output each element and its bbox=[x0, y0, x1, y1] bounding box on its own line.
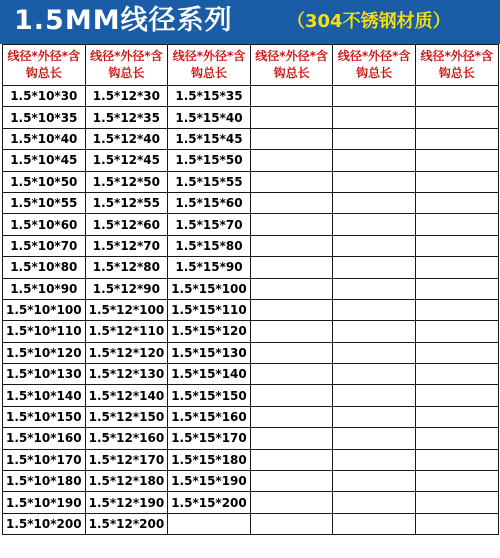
table-cell bbox=[415, 321, 498, 342]
table-cell bbox=[415, 171, 498, 192]
table-cell bbox=[415, 385, 498, 406]
table-cell bbox=[333, 513, 416, 534]
table-cell bbox=[333, 492, 416, 513]
table-row bbox=[3, 235, 499, 256]
table-cell: 1.5*10*110 bbox=[3, 321, 86, 342]
table-cell bbox=[415, 235, 498, 256]
table-cell: 1.5*12*160 bbox=[85, 428, 168, 449]
table-cell: 1.5*10*60 bbox=[3, 214, 86, 235]
table-cell bbox=[250, 278, 333, 299]
table-cell: 1.5*15*70 bbox=[168, 214, 251, 235]
material-subtitle: （304不锈钢材质） bbox=[287, 11, 451, 32]
table-cell bbox=[250, 128, 333, 149]
table-row bbox=[3, 86, 499, 107]
table-row bbox=[3, 278, 499, 299]
table-cell: 1.5*12*110 bbox=[85, 321, 168, 342]
column-header-line2: 钩总长 bbox=[438, 66, 475, 80]
table-row bbox=[3, 107, 499, 128]
table-body bbox=[3, 86, 499, 535]
table-cell bbox=[250, 86, 333, 107]
table-cell: 1.5*12*190 bbox=[85, 492, 168, 513]
table-cell bbox=[250, 171, 333, 192]
table-cell bbox=[415, 406, 498, 427]
table-cell bbox=[415, 86, 498, 107]
table-cell: 1.5*15*140 bbox=[168, 364, 251, 385]
table-cell: 1.5*15*160 bbox=[168, 406, 251, 427]
table-row bbox=[3, 321, 499, 342]
table-cell bbox=[333, 86, 416, 107]
table-cell: 1.5*12*130 bbox=[85, 364, 168, 385]
table-cell: 1.5*15*110 bbox=[168, 299, 251, 320]
table-cell bbox=[333, 150, 416, 171]
column-header-line1: 线径*外径*含 bbox=[255, 49, 328, 63]
table-cell: 1.5*15*200 bbox=[168, 492, 251, 513]
column-header-line1: 线径*外径*含 bbox=[420, 49, 494, 63]
table-cell bbox=[250, 449, 333, 470]
table-cell: 1.5*15*40 bbox=[168, 107, 251, 128]
table-cell bbox=[415, 107, 498, 128]
table-cell: 1.5*10*140 bbox=[3, 385, 86, 406]
table-cell: 1.5*15*90 bbox=[168, 257, 251, 278]
table-cell: 1.5*12*180 bbox=[85, 471, 168, 492]
table-cell: 1.5*15*50 bbox=[168, 150, 251, 171]
table-row bbox=[3, 128, 499, 149]
table-cell bbox=[415, 364, 498, 385]
table-row bbox=[3, 428, 499, 449]
table-cell bbox=[333, 471, 416, 492]
table-cell bbox=[250, 406, 333, 427]
column-header-line2: 钩总长 bbox=[273, 66, 310, 80]
column-header-line2: 钩总长 bbox=[190, 66, 227, 80]
table-cell: 1.5*12*60 bbox=[85, 214, 168, 235]
table-cell: 1.5*10*190 bbox=[3, 492, 86, 513]
table-cell bbox=[333, 406, 416, 427]
table-cell: 1.5*10*30 bbox=[3, 86, 86, 107]
table-row bbox=[3, 192, 499, 213]
table-cell: 1.5*10*100 bbox=[3, 299, 86, 320]
table-cell: 1.5*12*50 bbox=[85, 171, 168, 192]
table-row bbox=[3, 364, 499, 385]
column-header-line2: 钩总长 bbox=[25, 66, 62, 80]
table-cell bbox=[415, 150, 498, 171]
table-cell: 1.5*12*200 bbox=[85, 513, 168, 534]
table-row bbox=[3, 406, 499, 427]
table-cell bbox=[333, 428, 416, 449]
table-row bbox=[3, 385, 499, 406]
table-cell: 1.5*12*90 bbox=[85, 278, 168, 299]
spec-table bbox=[2, 44, 499, 535]
table-row bbox=[3, 513, 499, 534]
table-row bbox=[3, 214, 499, 235]
table-cell bbox=[333, 364, 416, 385]
table-cell bbox=[333, 342, 416, 363]
table-cell: 1.5*12*30 bbox=[85, 86, 168, 107]
table-row bbox=[3, 150, 499, 171]
table-cell: 1.5*12*35 bbox=[85, 107, 168, 128]
table-cell: 1.5*15*60 bbox=[168, 192, 251, 213]
table-cell: 1.5*15*150 bbox=[168, 385, 251, 406]
table-cell bbox=[250, 385, 333, 406]
table-cell: 1.5*12*150 bbox=[85, 406, 168, 427]
table-cell bbox=[415, 449, 498, 470]
table-cell: 1.5*10*120 bbox=[3, 342, 86, 363]
table-row bbox=[3, 171, 499, 192]
column-header-line1: 线径*外径*含 bbox=[172, 49, 246, 63]
table-cell: 1.5*15*55 bbox=[168, 171, 251, 192]
table-cell bbox=[333, 128, 416, 149]
table-cell bbox=[250, 513, 333, 534]
table-cell: 1.5*15*190 bbox=[168, 471, 251, 492]
table-cell bbox=[415, 192, 498, 213]
table-cell bbox=[250, 299, 333, 320]
column-header-line1: 线径*外径*含 bbox=[337, 49, 411, 63]
column-header bbox=[168, 45, 251, 86]
table-cell bbox=[250, 257, 333, 278]
table-cell: 1.5*12*70 bbox=[85, 235, 168, 256]
table-cell: 1.5*12*40 bbox=[85, 128, 168, 149]
column-header-line2: 钩总长 bbox=[108, 66, 145, 80]
table-cell bbox=[333, 321, 416, 342]
table-cell: 1.5*10*160 bbox=[3, 428, 86, 449]
table-cell: 1.5*10*200 bbox=[3, 513, 86, 534]
table-cell: 1.5*10*40 bbox=[3, 128, 86, 149]
column-header-line1: 线径*外径*含 bbox=[7, 49, 81, 63]
table-cell bbox=[415, 278, 498, 299]
table-cell bbox=[333, 299, 416, 320]
table-cell bbox=[415, 214, 498, 235]
table-cell bbox=[333, 257, 416, 278]
table-cell: 1.5*12*170 bbox=[85, 449, 168, 470]
table-cell: 1.5*12*140 bbox=[85, 385, 168, 406]
table-cell bbox=[415, 257, 498, 278]
table-cell: 1.5*12*45 bbox=[85, 150, 168, 171]
table-cell bbox=[415, 299, 498, 320]
table-cell: 1.5*10*180 bbox=[3, 471, 86, 492]
table-cell: 1.5*10*170 bbox=[3, 449, 86, 470]
table-cell: 1.5*15*170 bbox=[168, 428, 251, 449]
table-cell bbox=[250, 150, 333, 171]
table-row bbox=[3, 471, 499, 492]
column-header bbox=[250, 45, 333, 86]
table-row bbox=[3, 299, 499, 320]
table-cell bbox=[250, 235, 333, 256]
table-row bbox=[3, 342, 499, 363]
table-cell bbox=[250, 192, 333, 213]
column-header-line1: 线径*外径*含 bbox=[90, 49, 163, 63]
table-cell bbox=[333, 107, 416, 128]
table-cell bbox=[250, 492, 333, 513]
table-cell: 1.5*15*45 bbox=[168, 128, 251, 149]
table-cell bbox=[333, 449, 416, 470]
table-cell: 1.5*12*120 bbox=[85, 342, 168, 363]
header-row bbox=[3, 45, 499, 86]
table-cell bbox=[250, 214, 333, 235]
table-cell bbox=[250, 107, 333, 128]
table-cell: 1.5*10*80 bbox=[3, 257, 86, 278]
table-cell bbox=[333, 192, 416, 213]
table-cell: 1.5*10*150 bbox=[3, 406, 86, 427]
table-cell bbox=[333, 385, 416, 406]
table-cell: 1.5*10*50 bbox=[3, 171, 86, 192]
page-title: 1.5MM线径系列 bbox=[14, 5, 233, 36]
table-cell: 1.5*15*180 bbox=[168, 449, 251, 470]
table-cell bbox=[415, 128, 498, 149]
column-header bbox=[85, 45, 168, 86]
table-cell bbox=[415, 513, 498, 534]
table-cell: 1.5*10*90 bbox=[3, 278, 86, 299]
table-row bbox=[3, 449, 499, 470]
table-row bbox=[3, 257, 499, 278]
table-cell bbox=[250, 428, 333, 449]
title-banner bbox=[0, 0, 500, 44]
table-cell bbox=[250, 471, 333, 492]
table-cell bbox=[250, 342, 333, 363]
table-cell bbox=[415, 428, 498, 449]
table-cell: 1.5*15*120 bbox=[168, 321, 251, 342]
table-cell: 1.5*12*55 bbox=[85, 192, 168, 213]
table-cell: 1.5*10*45 bbox=[3, 150, 86, 171]
table-cell bbox=[333, 235, 416, 256]
table-cell bbox=[415, 471, 498, 492]
table-cell bbox=[415, 342, 498, 363]
table-cell: 1.5*10*55 bbox=[3, 192, 86, 213]
column-header-line2: 钩总长 bbox=[356, 66, 393, 80]
table-cell: 1.5*15*35 bbox=[168, 86, 251, 107]
table-cell bbox=[250, 364, 333, 385]
table-cell bbox=[333, 171, 416, 192]
table-row bbox=[3, 492, 499, 513]
table-cell bbox=[415, 492, 498, 513]
table-cell: 1.5*15*80 bbox=[168, 235, 251, 256]
column-header bbox=[415, 45, 498, 86]
table-cell: 1.5*12*80 bbox=[85, 257, 168, 278]
column-header bbox=[3, 45, 86, 86]
table-cell: 1.5*10*130 bbox=[3, 364, 86, 385]
table-cell bbox=[333, 278, 416, 299]
table-cell bbox=[333, 214, 416, 235]
table-cell: 1.5*15*100 bbox=[168, 278, 251, 299]
table-cell: 1.5*12*100 bbox=[85, 299, 168, 320]
column-header bbox=[333, 45, 416, 86]
table-cell: 1.5*15*130 bbox=[168, 342, 251, 363]
table-cell bbox=[250, 321, 333, 342]
table-cell bbox=[168, 513, 251, 534]
table-cell: 1.5*10*70 bbox=[3, 235, 86, 256]
table-cell: 1.5*10*35 bbox=[3, 107, 86, 128]
